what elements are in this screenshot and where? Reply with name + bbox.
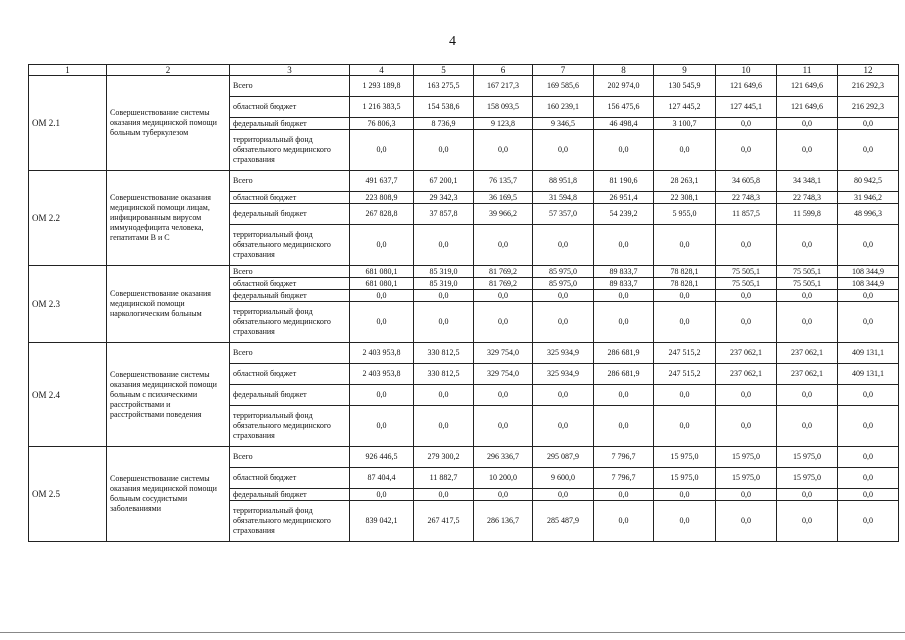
funding-source: территориальный фонд обязательного медицинского страхования: [230, 225, 350, 266]
amount-cell: 0,0: [838, 290, 899, 302]
amount-cell: 15 975,0: [777, 447, 838, 468]
funding-source: территориальный фонд обязательного медицинского страхования: [230, 501, 350, 542]
amount-cell: 0,0: [716, 406, 777, 447]
amount-cell: 22 748,3: [716, 192, 777, 204]
amount-cell: 130 545,9: [654, 76, 716, 97]
amount-cell: 0,0: [350, 385, 414, 406]
amount-cell: 0,0: [838, 118, 899, 130]
amount-cell: 39 966,2: [474, 204, 533, 225]
column-header-9: 9: [654, 65, 716, 76]
measure-code: ОМ 2.1: [29, 76, 107, 171]
amount-cell: 2 403 953,8: [350, 343, 414, 364]
funding-source: Всего: [230, 266, 350, 278]
amount-cell: 0,0: [838, 385, 899, 406]
amount-cell: 0,0: [350, 302, 414, 343]
amount-cell: 839 042,1: [350, 501, 414, 542]
measure-title: Совершенствование оказания медицинской помощи лицам, инфицированным вирусом иммунодефицита человека, гепатитами B и C: [107, 171, 230, 266]
amount-cell: 0,0: [654, 130, 716, 171]
amount-cell: 0,0: [838, 302, 899, 343]
funding-source: областной бюджет: [230, 192, 350, 204]
amount-cell: 78 828,1: [654, 278, 716, 290]
amount-cell: 237 062,1: [777, 364, 838, 385]
amount-cell: 0,0: [716, 385, 777, 406]
amount-cell: 0,0: [654, 225, 716, 266]
amount-cell: 0,0: [594, 302, 654, 343]
funding-source: Всего: [230, 171, 350, 192]
amount-cell: 76 135,7: [474, 171, 533, 192]
column-header-1: 1: [29, 65, 107, 76]
amount-cell: 0,0: [414, 130, 474, 171]
amount-cell: 34 348,1: [777, 171, 838, 192]
measure-title: Совершенствование оказания медицинской помощи наркологическим больным: [107, 266, 230, 343]
amount-cell: 7 796,7: [594, 447, 654, 468]
amount-cell: 0,0: [594, 501, 654, 542]
amount-cell: 11 599,8: [777, 204, 838, 225]
amount-cell: 76 806,3: [350, 118, 414, 130]
amount-cell: 48 996,3: [838, 204, 899, 225]
column-header-10: 10: [716, 65, 777, 76]
amount-cell: 26 951,4: [594, 192, 654, 204]
amount-cell: 267 417,5: [414, 501, 474, 542]
amount-cell: 81 190,6: [594, 171, 654, 192]
amount-cell: 15 975,0: [654, 447, 716, 468]
amount-cell: 0,0: [716, 302, 777, 343]
amount-cell: 329 754,0: [474, 343, 533, 364]
column-header-7: 7: [533, 65, 594, 76]
amount-cell: 75 505,1: [777, 266, 838, 278]
amount-cell: 158 093,5: [474, 97, 533, 118]
amount-cell: 85 319,0: [414, 278, 474, 290]
amount-cell: 11 882,7: [414, 468, 474, 489]
amount-cell: 0,0: [716, 118, 777, 130]
amount-cell: 0,0: [474, 225, 533, 266]
amount-cell: 0,0: [777, 385, 838, 406]
amount-cell: 279 300,2: [414, 447, 474, 468]
funding-source: федеральный бюджет: [230, 118, 350, 130]
amount-cell: 108 344,9: [838, 278, 899, 290]
amount-cell: 0,0: [414, 302, 474, 343]
amount-cell: 36 169,5: [474, 192, 533, 204]
amount-cell: 57 357,0: [533, 204, 594, 225]
amount-cell: 0,0: [777, 225, 838, 266]
amount-cell: 15 975,0: [777, 468, 838, 489]
amount-cell: 202 974,0: [594, 76, 654, 97]
amount-cell: 2 403 953,8: [350, 364, 414, 385]
amount-cell: 926 446,5: [350, 447, 414, 468]
budget-table: [28, 64, 899, 542]
table-row: [29, 76, 899, 97]
amount-cell: 295 087,9: [533, 447, 594, 468]
table-body: [29, 76, 899, 542]
amount-cell: 15 975,0: [716, 468, 777, 489]
amount-cell: 87 404,4: [350, 468, 414, 489]
amount-cell: 0,0: [716, 130, 777, 171]
measure-code: ОМ 2.5: [29, 447, 107, 542]
amount-cell: 0,0: [414, 489, 474, 501]
amount-cell: 75 505,1: [777, 278, 838, 290]
amount-cell: 0,0: [716, 501, 777, 542]
column-header-8: 8: [594, 65, 654, 76]
amount-cell: 169 585,6: [533, 76, 594, 97]
amount-cell: 0,0: [533, 302, 594, 343]
amount-cell: 0,0: [350, 225, 414, 266]
amount-cell: 0,0: [838, 406, 899, 447]
amount-cell: 29 342,3: [414, 192, 474, 204]
funding-source: федеральный бюджет: [230, 385, 350, 406]
amount-cell: 0,0: [350, 290, 414, 302]
page-number: 4: [449, 34, 456, 49]
table-row: [29, 266, 899, 278]
amount-cell: 286 681,9: [594, 364, 654, 385]
amount-cell: 0,0: [777, 501, 838, 542]
amount-cell: 409 131,1: [838, 343, 899, 364]
amount-cell: 0,0: [350, 406, 414, 447]
amount-cell: 0,0: [414, 290, 474, 302]
amount-cell: 286 136,7: [474, 501, 533, 542]
amount-cell: 0,0: [350, 130, 414, 171]
amount-cell: 0,0: [838, 501, 899, 542]
amount-cell: 247 515,2: [654, 364, 716, 385]
amount-cell: 167 217,3: [474, 76, 533, 97]
amount-cell: 0,0: [777, 130, 838, 171]
amount-cell: 0,0: [414, 225, 474, 266]
amount-cell: 267 828,8: [350, 204, 414, 225]
amount-cell: 216 292,3: [838, 97, 899, 118]
column-header-4: 4: [350, 65, 414, 76]
amount-cell: 0,0: [474, 406, 533, 447]
amount-cell: 85 975,0: [533, 278, 594, 290]
amount-cell: 0,0: [838, 447, 899, 468]
amount-cell: 0,0: [594, 130, 654, 171]
amount-cell: 329 754,0: [474, 364, 533, 385]
amount-cell: 37 857,8: [414, 204, 474, 225]
amount-cell: 1 293 189,8: [350, 76, 414, 97]
amount-cell: 0,0: [716, 489, 777, 501]
amount-cell: 22 308,1: [654, 192, 716, 204]
funding-source: территориальный фонд обязательного медицинского страхования: [230, 406, 350, 447]
amount-cell: 54 239,2: [594, 204, 654, 225]
funding-source: областной бюджет: [230, 97, 350, 118]
amount-cell: 75 505,1: [716, 278, 777, 290]
amount-cell: 15 975,0: [654, 468, 716, 489]
funding-source: федеральный бюджет: [230, 290, 350, 302]
funding-source: федеральный бюджет: [230, 204, 350, 225]
amount-cell: 216 292,3: [838, 76, 899, 97]
amount-cell: 296 336,7: [474, 447, 533, 468]
amount-cell: 0,0: [654, 385, 716, 406]
column-header-12: 12: [838, 65, 899, 76]
amount-cell: 31 594,8: [533, 192, 594, 204]
amount-cell: 681 080,1: [350, 266, 414, 278]
amount-cell: 0,0: [777, 302, 838, 343]
amount-cell: 0,0: [777, 489, 838, 501]
amount-cell: 80 942,5: [838, 171, 899, 192]
amount-cell: 0,0: [414, 406, 474, 447]
amount-cell: 121 649,6: [777, 97, 838, 118]
amount-cell: 0,0: [350, 489, 414, 501]
amount-cell: 681 080,1: [350, 278, 414, 290]
amount-cell: 0,0: [838, 130, 899, 171]
amount-cell: 1 216 383,5: [350, 97, 414, 118]
measure-title: Совершенствование системы оказания медицинской помощи больным с психическими расстройствами и расстройствами поведения: [107, 343, 230, 447]
amount-cell: 0,0: [594, 489, 654, 501]
table-row: [29, 447, 899, 468]
funding-source: областной бюджет: [230, 278, 350, 290]
amount-cell: 121 649,6: [777, 76, 838, 97]
amount-cell: 9 600,0: [533, 468, 594, 489]
amount-cell: 34 605,8: [716, 171, 777, 192]
column-header-11: 11: [777, 65, 838, 76]
amount-cell: 85 975,0: [533, 266, 594, 278]
amount-cell: 156 475,6: [594, 97, 654, 118]
amount-cell: 247 515,2: [654, 343, 716, 364]
amount-cell: 0,0: [414, 385, 474, 406]
amount-cell: 0,0: [533, 130, 594, 171]
amount-cell: 223 808,9: [350, 192, 414, 204]
amount-cell: 325 934,9: [533, 364, 594, 385]
header-row: [29, 65, 899, 76]
amount-cell: 121 649,6: [716, 76, 777, 97]
amount-cell: 108 344,9: [838, 266, 899, 278]
amount-cell: 11 857,5: [716, 204, 777, 225]
amount-cell: 491 637,7: [350, 171, 414, 192]
amount-cell: 0,0: [654, 290, 716, 302]
column-header-3: 3: [230, 65, 350, 76]
amount-cell: 330 812,5: [414, 343, 474, 364]
amount-cell: 31 946,2: [838, 192, 899, 204]
amount-cell: 0,0: [533, 290, 594, 302]
amount-cell: 10 200,0: [474, 468, 533, 489]
amount-cell: 0,0: [716, 225, 777, 266]
amount-cell: 81 769,2: [474, 266, 533, 278]
amount-cell: 88 951,8: [533, 171, 594, 192]
amount-cell: 154 538,6: [414, 97, 474, 118]
amount-cell: 0,0: [533, 225, 594, 266]
funding-source: Всего: [230, 76, 350, 97]
funding-source: областной бюджет: [230, 468, 350, 489]
amount-cell: 8 736,9: [414, 118, 474, 130]
amount-cell: 0,0: [838, 468, 899, 489]
measure-code: ОМ 2.3: [29, 266, 107, 343]
funding-source: территориальный фонд обязательного медицинского страхования: [230, 130, 350, 171]
amount-cell: 9 346,5: [533, 118, 594, 130]
amount-cell: 3 100,7: [654, 118, 716, 130]
amount-cell: 285 487,9: [533, 501, 594, 542]
table-row: [29, 171, 899, 192]
amount-cell: 0,0: [533, 406, 594, 447]
amount-cell: 0,0: [474, 489, 533, 501]
amount-cell: 78 828,1: [654, 266, 716, 278]
amount-cell: 237 062,1: [716, 364, 777, 385]
amount-cell: 160 239,1: [533, 97, 594, 118]
amount-cell: 0,0: [594, 290, 654, 302]
amount-cell: 330 812,5: [414, 364, 474, 385]
measure-code: ОМ 2.4: [29, 343, 107, 447]
amount-cell: 237 062,1: [716, 343, 777, 364]
funding-source: Всего: [230, 447, 350, 468]
amount-cell: 0,0: [777, 290, 838, 302]
amount-cell: 0,0: [594, 225, 654, 266]
amount-cell: 75 505,1: [716, 266, 777, 278]
column-header-5: 5: [414, 65, 474, 76]
measure-title: Совершенствование системы оказания медицинской помощи больным туберкулезом: [107, 76, 230, 171]
amount-cell: 127 445,1: [716, 97, 777, 118]
measure-code: ОМ 2.2: [29, 171, 107, 266]
amount-cell: 67 200,1: [414, 171, 474, 192]
amount-cell: 0,0: [838, 225, 899, 266]
column-header-6: 6: [474, 65, 533, 76]
amount-cell: 7 796,7: [594, 468, 654, 489]
amount-cell: 0,0: [654, 406, 716, 447]
amount-cell: 0,0: [474, 302, 533, 343]
amount-cell: 9 123,8: [474, 118, 533, 130]
amount-cell: 286 681,9: [594, 343, 654, 364]
amount-cell: 0,0: [594, 385, 654, 406]
page-bottom-divider: [0, 632, 905, 633]
funding-source: областной бюджет: [230, 364, 350, 385]
amount-cell: 325 934,9: [533, 343, 594, 364]
amount-cell: 163 275,5: [414, 76, 474, 97]
amount-cell: 85 319,0: [414, 266, 474, 278]
amount-cell: 15 975,0: [716, 447, 777, 468]
amount-cell: 0,0: [654, 489, 716, 501]
amount-cell: 0,0: [777, 406, 838, 447]
amount-cell: 22 748,3: [777, 192, 838, 204]
amount-cell: 0,0: [474, 290, 533, 302]
amount-cell: 0,0: [594, 406, 654, 447]
amount-cell: 89 833,7: [594, 278, 654, 290]
amount-cell: 0,0: [533, 489, 594, 501]
amount-cell: 0,0: [474, 130, 533, 171]
funding-source: федеральный бюджет: [230, 489, 350, 501]
amount-cell: 0,0: [716, 290, 777, 302]
amount-cell: 0,0: [777, 118, 838, 130]
amount-cell: 0,0: [654, 302, 716, 343]
column-header-2: 2: [107, 65, 230, 76]
funding-source: Всего: [230, 343, 350, 364]
measure-title: Совершенствование системы оказания медицинской помощи больным сосудистыми заболеваниями: [107, 447, 230, 542]
funding-source: территориальный фонд обязательного медицинского страхования: [230, 302, 350, 343]
amount-cell: 5 955,0: [654, 204, 716, 225]
amount-cell: 0,0: [533, 385, 594, 406]
amount-cell: 409 131,1: [838, 364, 899, 385]
amount-cell: 0,0: [838, 489, 899, 501]
amount-cell: 127 445,2: [654, 97, 716, 118]
table-row: [29, 343, 899, 364]
amount-cell: 46 498,4: [594, 118, 654, 130]
amount-cell: 0,0: [654, 501, 716, 542]
amount-cell: 237 062,1: [777, 343, 838, 364]
amount-cell: 89 833,7: [594, 266, 654, 278]
amount-cell: 81 769,2: [474, 278, 533, 290]
amount-cell: 28 263,1: [654, 171, 716, 192]
amount-cell: 0,0: [474, 385, 533, 406]
